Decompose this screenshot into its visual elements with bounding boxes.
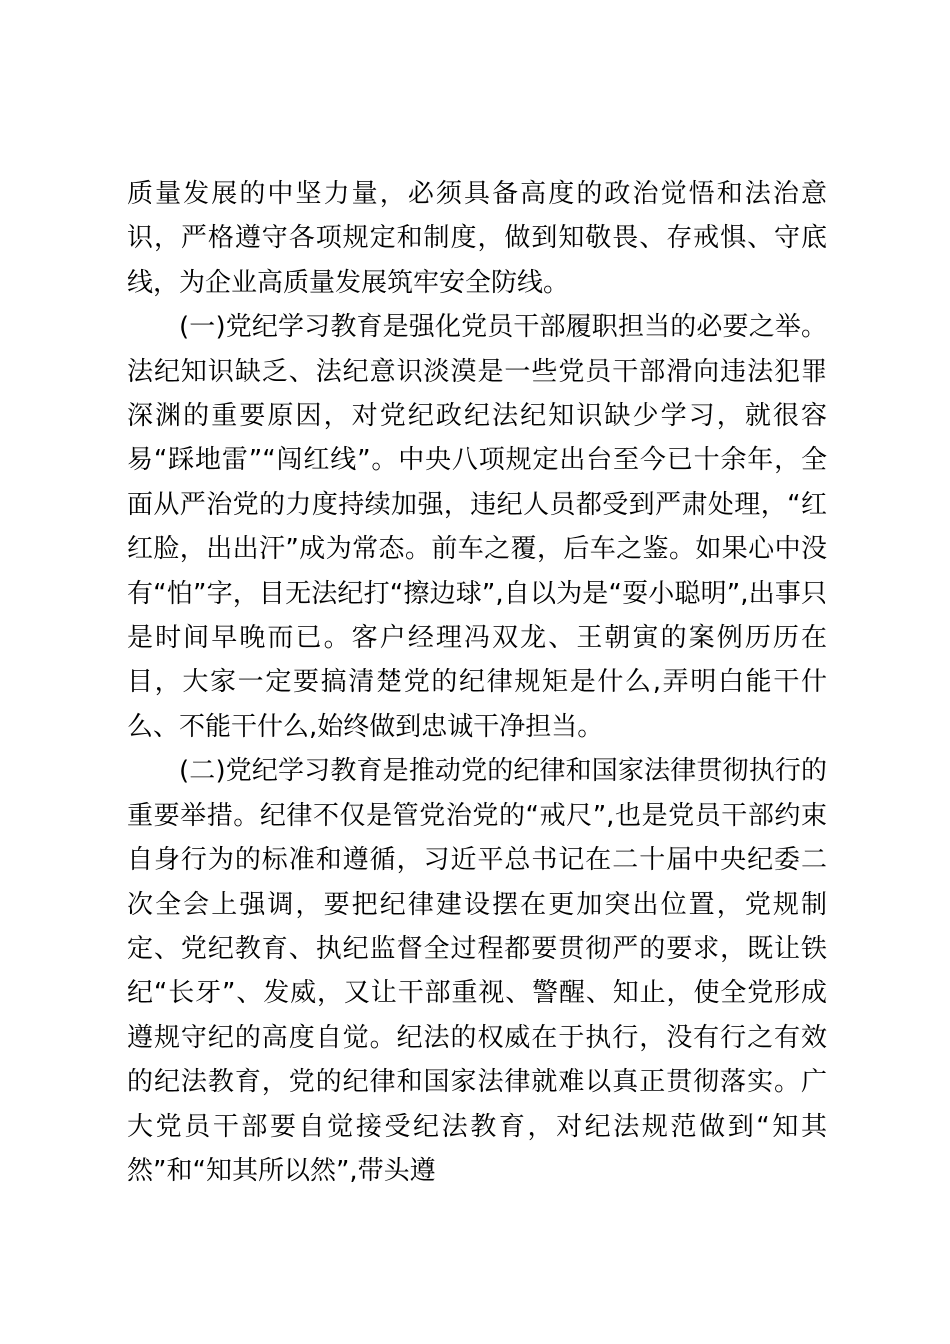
paragraph-section-two: (二)党纪学习教育是推动党的纪律和国家法律贯彻执行的重要举措。纪律不仅是管党治党的“戒尺”,也是党员干部约束自身行为的标准和遵循，习近平总书记在二十届中央纪委二次全会上强调，要把纪律建设摆在更加突出位置，党规制定、党纪教育、执纪监督全过程都要贯彻严的要求，既让铁纪“长牙”、发威，又让干部重视、警醒、知止，使全党形成遵规守纪的高度自觉。纪法的权威在于执行，没有行之有效的纪法教育，党的纪律和国家法律就难以真正贯彻落实。广大党员干部要自觉接受纪法教育，对纪法规范做到“知其然”和“知其所以然”,带头遵 bbox=[127, 756, 827, 1186]
paragraph-continuation: 质量发展的中坚力量，必须具备高度的政治觉悟和法治意识，严格遵守各项规定和制度，做到知敬畏、存戒惧、守底线，为企业高质量发展筑牢安全防线。 bbox=[127, 179, 827, 298]
paragraph-section-one: (一)党纪学习教育是强化党员干部履职担当的必要之举。法纪知识缺乏、法纪意识淡漠是一些党员干部滑向违法犯罪深渊的重要原因，对党纪政纪法纪知识缺少学习，就很容易“踩地雷”“闯红线”。中央八项规定出台至今已十余年，全面从严治党的力度持续加强，违纪人员都受到严肃处理，“红红脸，出出汗”成为常态。前车之覆，后车之鉴。如果心中没有“怕”字，目无法纪打“擦边球”,自以为是“耍小聪明”,出事只是时间早晚而已。客户经理冯双龙、王朝寅的案例历历在目，大家一定要搞清楚党的纪律规矩是什么,弄明白能干什么、不能干什么,始终做到忠诚干净担当。 bbox=[127, 312, 827, 742]
document-body bbox=[127, 172, 827, 1193]
